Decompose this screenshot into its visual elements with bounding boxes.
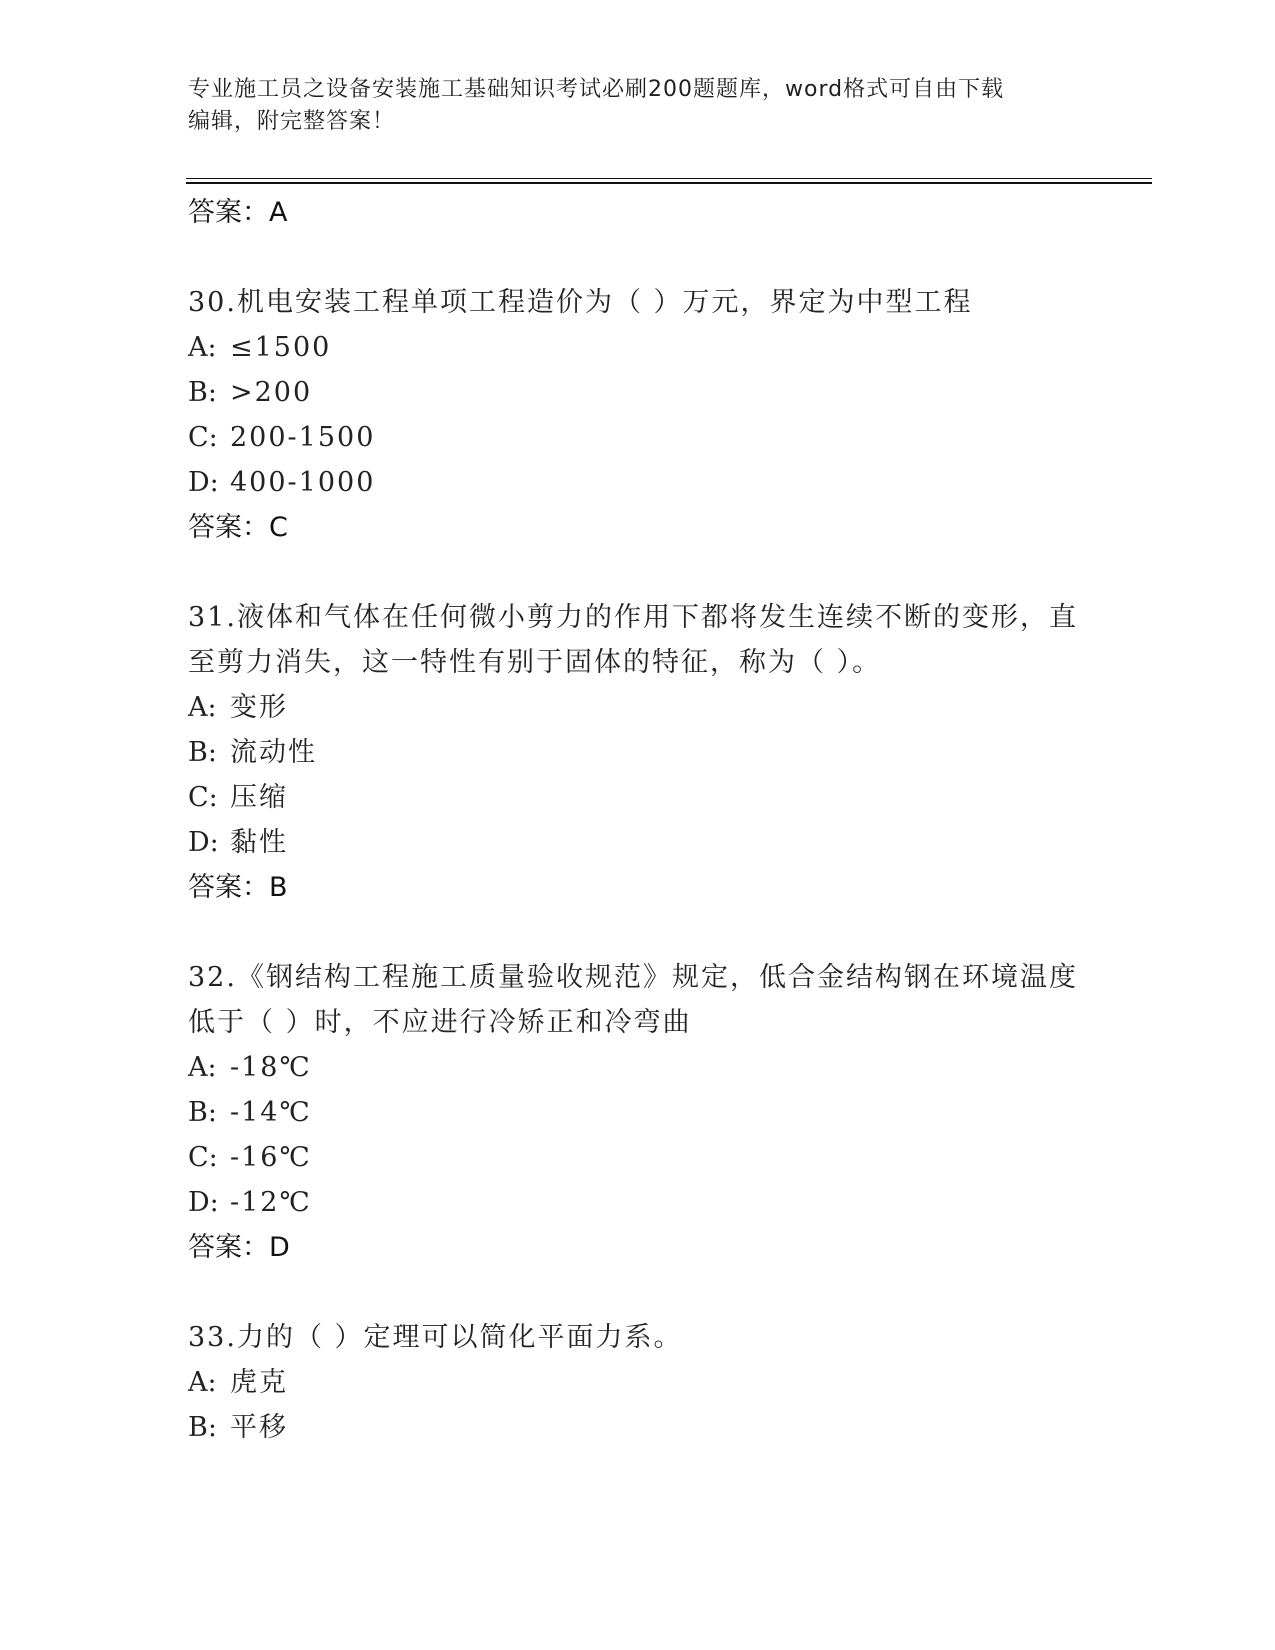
option-label: C: — [188, 782, 218, 813]
option-label: C: — [188, 1142, 218, 1173]
option-text: -16℃ — [230, 1142, 312, 1173]
option-c — [188, 775, 1088, 820]
option-text: >200 — [230, 377, 313, 408]
option-a — [188, 1360, 1088, 1405]
option-label: A: — [188, 692, 217, 723]
document-header — [188, 74, 1068, 138]
option-a — [188, 325, 1088, 370]
question-text: 31.液体和气体在任何微小剪力的作用下都将发生连续不断的变形，直 — [188, 602, 1078, 633]
option-text: 压缩 — [230, 782, 288, 813]
option-label: D: — [188, 827, 219, 858]
spacer — [188, 911, 1088, 955]
option-text: -12℃ — [230, 1187, 312, 1218]
option-b — [188, 1405, 1088, 1450]
option-label: D: — [188, 467, 219, 498]
option-d — [188, 820, 1088, 865]
question-text-continued: 低于（ ）时，不应进行冷矫正和冷弯曲 — [188, 1007, 692, 1038]
spacer — [188, 551, 1088, 595]
option-text: 平移 — [230, 1412, 288, 1443]
option-text: 200-1500 — [230, 422, 376, 453]
option-label: B: — [188, 737, 217, 768]
option-label: B: — [188, 377, 217, 408]
option-b — [188, 370, 1088, 415]
option-text: 虎克 — [230, 1367, 288, 1398]
option-label: B: — [188, 1097, 217, 1128]
option-d — [188, 460, 1088, 505]
option-text: 黏性 — [230, 827, 288, 858]
answer-line: 答案：C — [188, 512, 288, 543]
option-text: ≤1500 — [230, 332, 332, 363]
header-rule-thick — [186, 182, 1152, 184]
spacer — [188, 236, 1088, 280]
question-text: 32.《钢结构工程施工质量验收规范》规定，低合金结构钢在环境温度 — [188, 962, 1078, 993]
header-line-1: 专业施工员之设备安装施工基础知识考试必刷200题题库，word格式可自由下载 — [188, 77, 1005, 102]
option-label: A: — [188, 1052, 217, 1083]
option-a — [188, 685, 1088, 730]
option-label: D: — [188, 1187, 219, 1218]
question-text-continued: 至剪力消失，这一特性有别于固体的特征，称为（ ）。 — [188, 647, 882, 678]
header-line-2: 编辑，附完整答案！ — [188, 109, 396, 134]
answer-line: 答案：D — [188, 1232, 290, 1263]
option-c — [188, 415, 1088, 460]
question-33 — [188, 1315, 1088, 1450]
option-c — [188, 1135, 1088, 1180]
question-list — [188, 190, 1088, 1450]
option-d — [188, 1180, 1088, 1225]
question-text: 33.力的（ ）定理可以简化平面力系。 — [188, 1322, 683, 1353]
answer-line: 答案：B — [188, 872, 288, 903]
spacer — [188, 1271, 1088, 1315]
option-a — [188, 1045, 1088, 1090]
header-rule-thin — [186, 178, 1152, 179]
option-b — [188, 1090, 1088, 1135]
option-label: A: — [188, 1367, 217, 1398]
question-text: 30.机电安装工程单项工程造价为（ ）万元，界定为中型工程 — [188, 287, 973, 318]
option-text: -14℃ — [230, 1097, 312, 1128]
question-31 — [188, 595, 1088, 911]
option-label: C: — [188, 422, 218, 453]
question-30 — [188, 280, 1088, 551]
option-text: -18℃ — [230, 1052, 312, 1083]
option-text: 流动性 — [230, 737, 317, 768]
option-label: A: — [188, 332, 217, 363]
question-32 — [188, 955, 1088, 1271]
option-label: B: — [188, 1412, 217, 1443]
option-text: 变形 — [230, 692, 288, 723]
previous-answer: 答案：A — [188, 197, 288, 228]
option-text: 400-1000 — [230, 467, 376, 498]
option-b — [188, 730, 1088, 775]
